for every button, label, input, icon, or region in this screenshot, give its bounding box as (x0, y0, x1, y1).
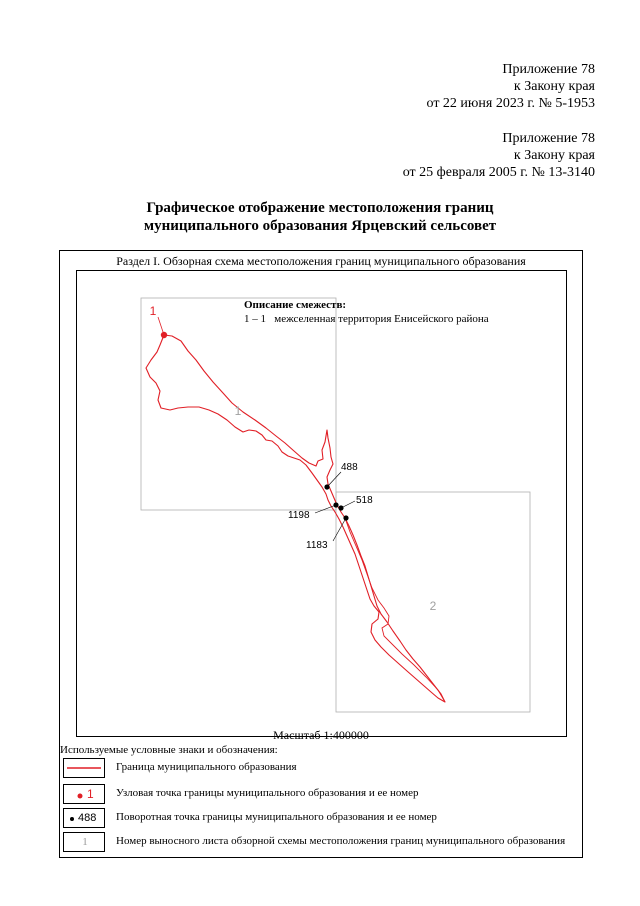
legend-text: Поворотная точка границы муниципального образования и ее номер (116, 811, 437, 823)
map-scale: Масштаб 1:400000 (273, 728, 369, 742)
annex-line: к Закону края (513, 148, 595, 163)
turn-point-leader (341, 501, 355, 508)
sheet-label: 1 (234, 404, 242, 418)
node-point-leader (158, 317, 164, 335)
legend-text: Граница муниципального образования (116, 761, 297, 773)
turn-point-label: 1183 (306, 540, 328, 551)
legend-text: Узловая точка границы муниципального образования и ее номер (116, 787, 419, 799)
title-line: муниципального образования Ярцевский сельсовет (143, 218, 497, 234)
annex-line: от 22 июня 2023 г. № 5-1953 (426, 96, 595, 111)
annex-line: к Закону края (513, 79, 595, 94)
sheet-label: 2 (429, 599, 437, 613)
turn-point-label: 1198 (288, 510, 310, 521)
annex-line: Приложение 78 (502, 131, 595, 146)
turn-point-icon (70, 817, 74, 821)
section-title: Раздел I. Обзорная схема местоположения границ муниципального образования (116, 254, 526, 268)
node-point-label: 1 (149, 304, 157, 318)
annex-line: Приложение 78 (502, 62, 595, 77)
node-point-icon (78, 794, 83, 799)
adjacency-title: Описание смежеств: (244, 299, 347, 311)
adjacency-item: 1 – 1 межселенная территория Енисейского района (244, 313, 489, 325)
turn-point-label: 488 (341, 462, 358, 473)
annex-line: от 25 февраля 2005 г. № 13-3140 (402, 165, 595, 180)
legend-symbol-box (63, 758, 105, 778)
legend-symbol-box (63, 808, 105, 828)
legend-symbol-label: 488 (78, 812, 97, 824)
legend-symbol-box (63, 784, 105, 804)
turn-point-label: 518 (356, 495, 373, 506)
legend-title: Используемые условные знаки и обозначения: (60, 744, 278, 756)
legend-symbol-label: 1 (82, 836, 88, 848)
legend-text: Номер выносного листа обзорной схемы местоположения границ муниципального образования (116, 835, 566, 847)
turn-point-leader (327, 472, 341, 487)
legend-symbol-label: 1 (87, 787, 94, 801)
title-line: Графическое отображение местоположения границ (146, 200, 494, 216)
legend-symbol-box (63, 832, 105, 852)
